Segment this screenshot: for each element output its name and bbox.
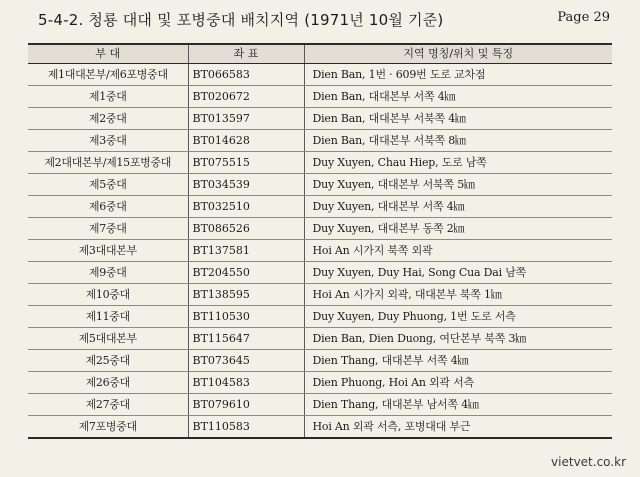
table-row [28,240,612,262]
unit-cell: 제2중대 [28,108,188,130]
column-header-coordinate: 좌 표 [188,44,304,64]
table-row [28,328,612,350]
unit-cell: 제11중대 [28,306,188,328]
unit-cell: 제25중대 [28,350,188,372]
table-header-row [28,44,612,64]
table-row [28,108,612,130]
coordinate-cell: BT086526 [188,218,304,240]
location-cell: Hoi An 시가지 외곽, 대대본부 북쪽 1㎞ [304,284,612,306]
coordinate-cell: BT204550 [188,262,304,284]
coordinate-cell: BT110583 [188,416,304,439]
unit-cell: 제1중대 [28,86,188,108]
unit-cell: 제1대대본부/제6포병중대 [28,64,188,86]
location-cell: Duy Xuyen, 대대본부 동쪽 2㎞ [304,218,612,240]
page-title: 5-4-2. 청룡 대대 및 포병중대 배치지역 (1971년 10월 기준) [38,11,444,29]
table-row [28,284,612,306]
coordinate-cell: BT034539 [188,174,304,196]
table-row [28,372,612,394]
column-header-location: 지역 명칭/위치 및 특징 [304,44,612,64]
table-row [28,306,612,328]
unit-cell: 제2대대본부/제15포병중대 [28,152,188,174]
table-row [28,64,612,86]
table-row [28,218,612,240]
table-row [28,262,612,284]
coordinate-cell: BT079610 [188,394,304,416]
location-cell: Dien Thang, 대대본부 남서쪽 4㎞ [304,394,612,416]
table-row [28,416,612,439]
table-body [28,64,612,439]
table-row [28,152,612,174]
location-cell: Duy Xuyen, 대대본부 서북쪽 5㎞ [304,174,612,196]
location-cell: Hoi An 외곽 서측, 포병대대 부근 [304,416,612,439]
location-cell: Dien Thang, 대대본부 서쪽 4㎞ [304,350,612,372]
coordinate-cell: BT013597 [188,108,304,130]
location-cell: Dien Ban, Dien Duong, 여단본부 북쪽 3㎞ [304,328,612,350]
coordinate-cell: BT073645 [188,350,304,372]
coordinate-cell: BT066583 [188,64,304,86]
location-cell: Duy Xuyen, Chau Hiep, 도로 남쪽 [304,152,612,174]
table-row [28,394,612,416]
unit-cell: 제27중대 [28,394,188,416]
table-row [28,130,612,152]
unit-cell: 제10중대 [28,284,188,306]
coordinate-cell: BT104583 [188,372,304,394]
location-cell: Dien Phuong, Hoi An 외곽 서측 [304,372,612,394]
unit-cell: 제26중대 [28,372,188,394]
coordinate-cell: BT138595 [188,284,304,306]
location-cell: Hoi An 시가지 북쪽 외곽 [304,240,612,262]
unit-cell: 제3대대본부 [28,240,188,262]
unit-cell: 제5대대본부 [28,328,188,350]
column-header-unit: 부 대 [28,44,188,64]
coordinate-cell: BT014628 [188,130,304,152]
table-header [28,44,612,64]
table-row [28,86,612,108]
table-row [28,174,612,196]
coordinate-cell: BT115647 [188,328,304,350]
unit-cell: 제7중대 [28,218,188,240]
coordinate-cell: BT075515 [188,152,304,174]
source-watermark: vietvet.co.kr [551,455,626,469]
location-cell: Duy Xuyen, Duy Phuong, 1번 도로 서측 [304,306,612,328]
coordinate-cell: BT032510 [188,196,304,218]
coordinate-cell: BT020672 [188,86,304,108]
deployment-table [28,43,612,439]
unit-cell: 제6중대 [28,196,188,218]
location-cell: Dien Ban, 1번 · 609번 도로 교차점 [304,64,612,86]
location-cell: Dien Ban, 대대본부 서북쪽 4㎞ [304,108,612,130]
page-number: Page 29 [557,10,610,25]
unit-cell: 제9중대 [28,262,188,284]
unit-cell: 제3중대 [28,130,188,152]
unit-cell: 제5중대 [28,174,188,196]
coordinate-cell: BT137581 [188,240,304,262]
location-cell: Dien Ban, 대대본부 서쪽 4㎞ [304,86,612,108]
location-cell: Duy Xuyen, Duy Hai, Song Cua Dai 남쪽 [304,262,612,284]
table-row [28,196,612,218]
unit-cell: 제7포병중대 [28,416,188,439]
table-row [28,350,612,372]
coordinate-cell: BT110530 [188,306,304,328]
location-cell: Dien Ban, 대대본부 서북쪽 8㎞ [304,130,612,152]
location-cell: Duy Xuyen, 대대본부 서쪽 4㎞ [304,196,612,218]
